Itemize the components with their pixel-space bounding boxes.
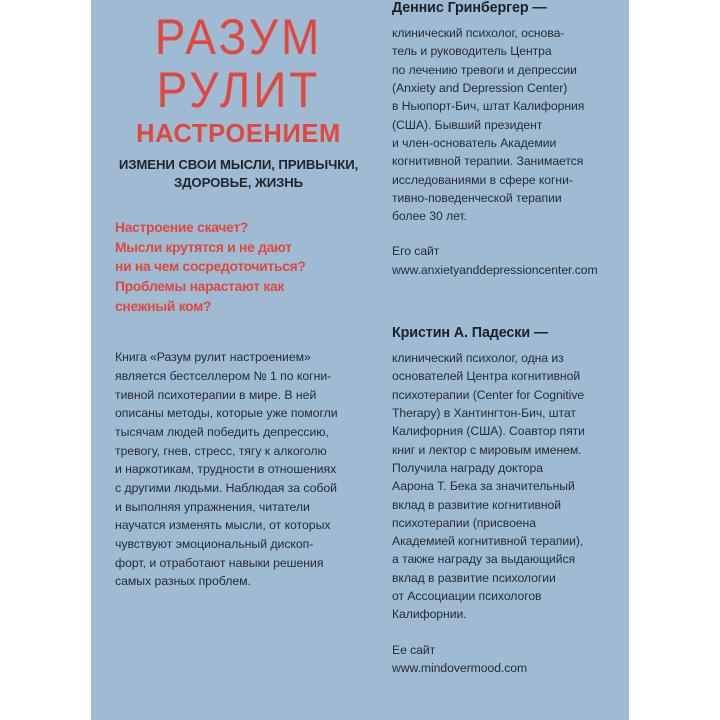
title-line-1: РАЗУМ xyxy=(154,8,323,65)
bio-line: Академией когнитивной терапии), xyxy=(392,534,584,549)
hook-line: снежный ком? xyxy=(115,298,212,314)
bio-line: от Ассоциации психологов xyxy=(392,589,542,604)
book-subtitle xyxy=(115,156,362,191)
title-line-2: РУЛИТ xyxy=(156,61,321,118)
author-bio-text xyxy=(392,349,602,623)
bio-line: книг и лектор с мировым именем. xyxy=(392,442,582,457)
bio-line: по лечению тревоги и депрессии xyxy=(392,62,577,77)
author-name: Деннис Гринбергер — xyxy=(392,0,547,16)
author-bio-padesky xyxy=(392,325,602,677)
bio-line: основателей Центра когнитивной xyxy=(392,369,581,384)
blurb-line: тивной психотерапии в мире. В ней xyxy=(115,387,317,402)
bio-line: психотерапии (Center for Cognitive xyxy=(392,387,585,402)
blurb-line: с другими людьми. Наблюдая за собой xyxy=(115,480,337,495)
book-back-cover xyxy=(91,0,629,720)
website-label: Его сайт xyxy=(392,244,440,259)
website-url[interactable]: www.mindovermood.com xyxy=(392,660,528,675)
title-line-3: НАСТРОЕНИЕМ xyxy=(136,120,341,149)
bio-line: вклад в развитие когнитивной xyxy=(392,497,562,512)
blurb-line: научатся изменять мысли, от которых xyxy=(115,518,331,533)
blurb-line: является бестселлером № 1 по когни- xyxy=(115,368,332,383)
bio-line: исследованиями в сфере когни- xyxy=(392,172,573,187)
bio-line: Калифорния (США). Соавтор пяти xyxy=(392,424,585,439)
bio-line: психотерапии (присвоена xyxy=(392,515,536,530)
bio-line: тивно-поведенческой терапии xyxy=(392,190,562,205)
hook-line: Мысли крутятся и не дают xyxy=(115,239,292,255)
bio-line: (Anxiety and Depression Center) xyxy=(392,81,568,96)
left-column xyxy=(115,0,362,720)
website-url[interactable]: www.anxietyanddepressioncenter.com xyxy=(392,262,598,277)
book-title xyxy=(115,0,362,147)
blurb-line: тревогу, гнев, стресс, тягу к алкоголю xyxy=(115,443,327,458)
bio-line: (США). Бывший президент xyxy=(392,117,543,132)
website-label: Ее сайт xyxy=(392,642,436,657)
blurb-line: тысячам людей победить депрессию, xyxy=(115,424,329,439)
author-name: Кристин А. Падески — xyxy=(392,325,549,342)
hook-line: Проблемы нарастают как xyxy=(115,278,285,294)
hook-line: ни на чем сосредоточиться? xyxy=(115,259,306,275)
blurb-line: самых разных проблем. xyxy=(115,574,251,589)
bio-line: в Ньюпорт-Бич, штат Калифорния xyxy=(392,99,585,114)
bio-line: более 30 лет. xyxy=(392,209,467,224)
blurb-line: описаны методы, которые уже помогли xyxy=(115,406,338,421)
bio-line: Получила награду доктора xyxy=(392,460,543,475)
book-blurb xyxy=(115,348,362,591)
hook-questions xyxy=(115,218,362,316)
bio-line: Калифорнии. xyxy=(392,607,467,622)
author-website-block xyxy=(392,242,602,279)
bio-line: клинический психолог, одна из xyxy=(392,351,564,366)
bio-line: и член-основатель Академии xyxy=(392,135,557,150)
bio-line: Аарона Т. Бека за значительный xyxy=(392,479,575,494)
author-website-block xyxy=(392,641,602,678)
bio-line: тель и руководитель Центра xyxy=(392,44,552,59)
blurb-line: чувствуют эмоциональный дископ- xyxy=(115,537,314,551)
author-bio-text xyxy=(392,24,602,225)
bio-line: Therapy) в Хантингтон-Бич, штат xyxy=(392,406,576,421)
bio-line: клинический психолог, основа- xyxy=(392,26,565,41)
bio-line: вклад в развитие психологии xyxy=(392,570,556,585)
blurb-line: и наркотикам, трудности в отношениях xyxy=(115,462,337,477)
bio-separator-space xyxy=(392,279,602,325)
author-bio-greenberger xyxy=(392,0,602,279)
subtitle-line-1: ИЗМЕНИ СВОИ МЫСЛИ, ПРИВЫЧКИ, xyxy=(118,157,359,173)
blurb-line: и выполняя упражнения, читатели xyxy=(115,499,310,514)
blurb-line: форт, и отработают навыки решения xyxy=(115,555,324,570)
subtitle-line-2: ЗДОРОВЬЕ, ЖИЗНЬ xyxy=(173,174,304,190)
right-column xyxy=(392,0,602,720)
blurb-line: Книга «Разум рулит настроением» xyxy=(115,350,311,365)
bio-line: когнитивной терапии. Занимается xyxy=(392,154,584,169)
hook-line: Настроение скачет? xyxy=(115,220,249,236)
bio-line: а также награду за выдающийся xyxy=(392,552,576,567)
